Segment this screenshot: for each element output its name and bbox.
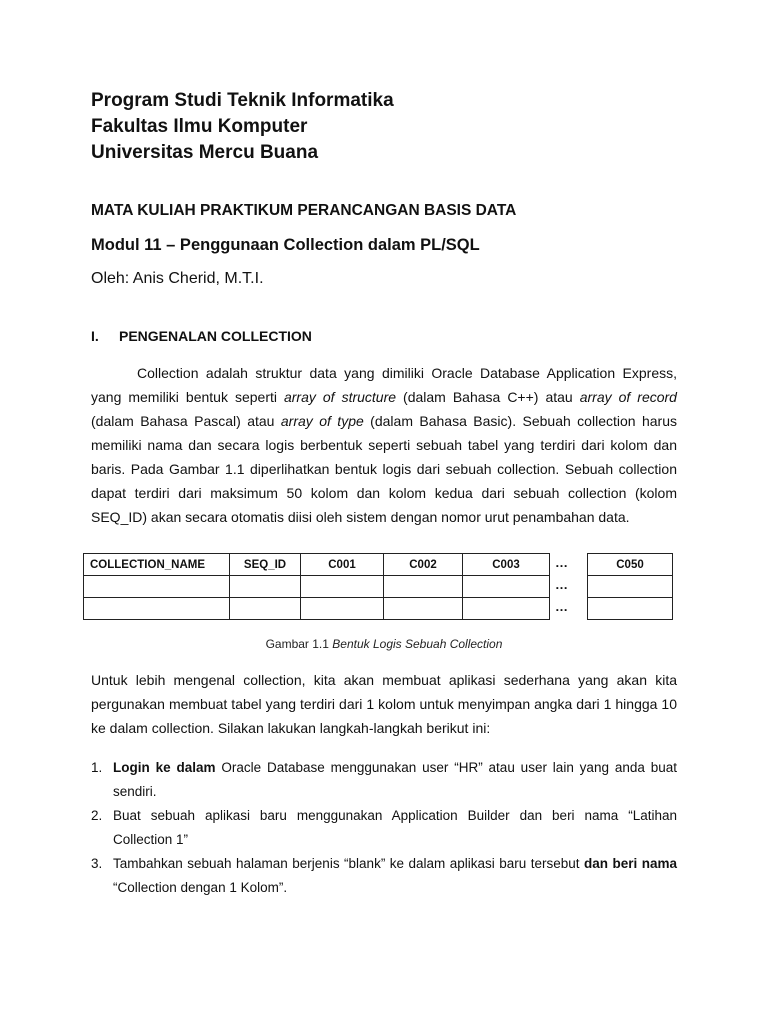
caption-italic: Bentuk Logis Sebuah Collection [332, 637, 503, 651]
module-title: Modul 11 – Penggunaan Collection dalam PL/SQL [91, 236, 480, 254]
header-collection-name: COLLECTION_NAME [84, 554, 230, 576]
figure-caption [0, 637, 768, 651]
intro-text-4: (dalam Bahasa Basic). Sebuah collection harus memiliki nama dan secara logis berbentuk seperti sebuah tabel yang terdiri dari kolom dan baris. Pada Gambar 1.1 diperlihatkan bentuk logis dari sebuah collection. Sebuah collection dapat terdiri dari maksimum 50 kolom dan kolom kedua dari sebuah collection (kolom SEQ_ID) akan secara otomatis diisi oleh sistem dengan nomor urut penambahan data. [91, 413, 677, 525]
intro-italic-3: array of type [280, 413, 364, 429]
university-name: Universitas Mercu Buana [91, 142, 319, 163]
header-c001: C001 [301, 554, 384, 576]
step-number: 3. [91, 856, 103, 871]
list-item [91, 852, 677, 900]
step-text: Login ke dalam Oracle Database menggunakan user “HR” atau user lain yang anda buat sendiri. [113, 760, 677, 799]
table-row [84, 598, 550, 620]
table-row [588, 598, 673, 620]
header-seq-id: SEQ_ID [230, 554, 301, 576]
collection-table-last-column [587, 553, 673, 620]
header-c002: C002 [384, 554, 463, 576]
step-text: Tambahkan sebuah halaman berjenis “blank” ke dalam aplikasi baru tersebut dan beri nama “Collection dengan 1 Kolom”. [113, 856, 677, 895]
list-item [91, 756, 677, 804]
header-c050: C050 [588, 554, 673, 576]
caption-prefix: Gambar 1.1 [265, 637, 333, 651]
document-page-lower [91, 668, 677, 900]
section-heading [91, 328, 677, 344]
faculty-name: Fakultas Ilmu Komputer [91, 116, 308, 137]
intro-paragraph [91, 361, 677, 529]
intro-text-2: (dalam Bahasa C++) atau [396, 389, 580, 405]
ellipsis: … [555, 599, 568, 614]
document-page [91, 88, 677, 529]
ellipsis: … [555, 555, 568, 570]
intro-text-1: Collection adalah struktur data yang dimiliki Oracle Database Application Express, yang memiliki bentuk seperti [91, 365, 677, 405]
table-row [84, 576, 550, 598]
author-line: Oleh: Anis Cherid, M.T.I. [91, 270, 264, 287]
course-title: MATA KULIAH PRAKTIKUM PERANCANGAN BASIS DATA [91, 202, 517, 219]
list-item [91, 804, 677, 852]
intro-text-3: (dalam Bahasa Pascal) atau [91, 413, 281, 429]
step-number: 2. [91, 808, 103, 823]
collection-table [83, 553, 550, 620]
ellipsis: … [555, 577, 568, 592]
steps-list [91, 756, 677, 900]
table-header-row [84, 554, 550, 576]
step-text: Buat sebuah aplikasi baru menggunakan Application Builder dan beri nama “Latihan Collection 1” [113, 808, 677, 847]
section-number: I. [91, 328, 99, 344]
body-paragraph: Untuk lebih mengenal collection, kita akan membuat aplikasi sederhana yang akan kita pergunakan membuat tabel yang terdiri dari 1 kolom untuk menyimpan angka dari 1 hingga 10 ke dalam collection. Silakan lakukan langkah-langkah berikut ini: [91, 672, 677, 736]
intro-italic-2: array of record [579, 389, 677, 405]
table-row [588, 576, 673, 598]
header-c003: C003 [463, 554, 550, 576]
section-title: PENGENALAN COLLECTION [119, 328, 312, 344]
program-name: Program Studi Teknik Informatika [91, 90, 394, 111]
intro-italic-1: array of structure [283, 389, 397, 405]
step-number: 1. [91, 760, 103, 775]
